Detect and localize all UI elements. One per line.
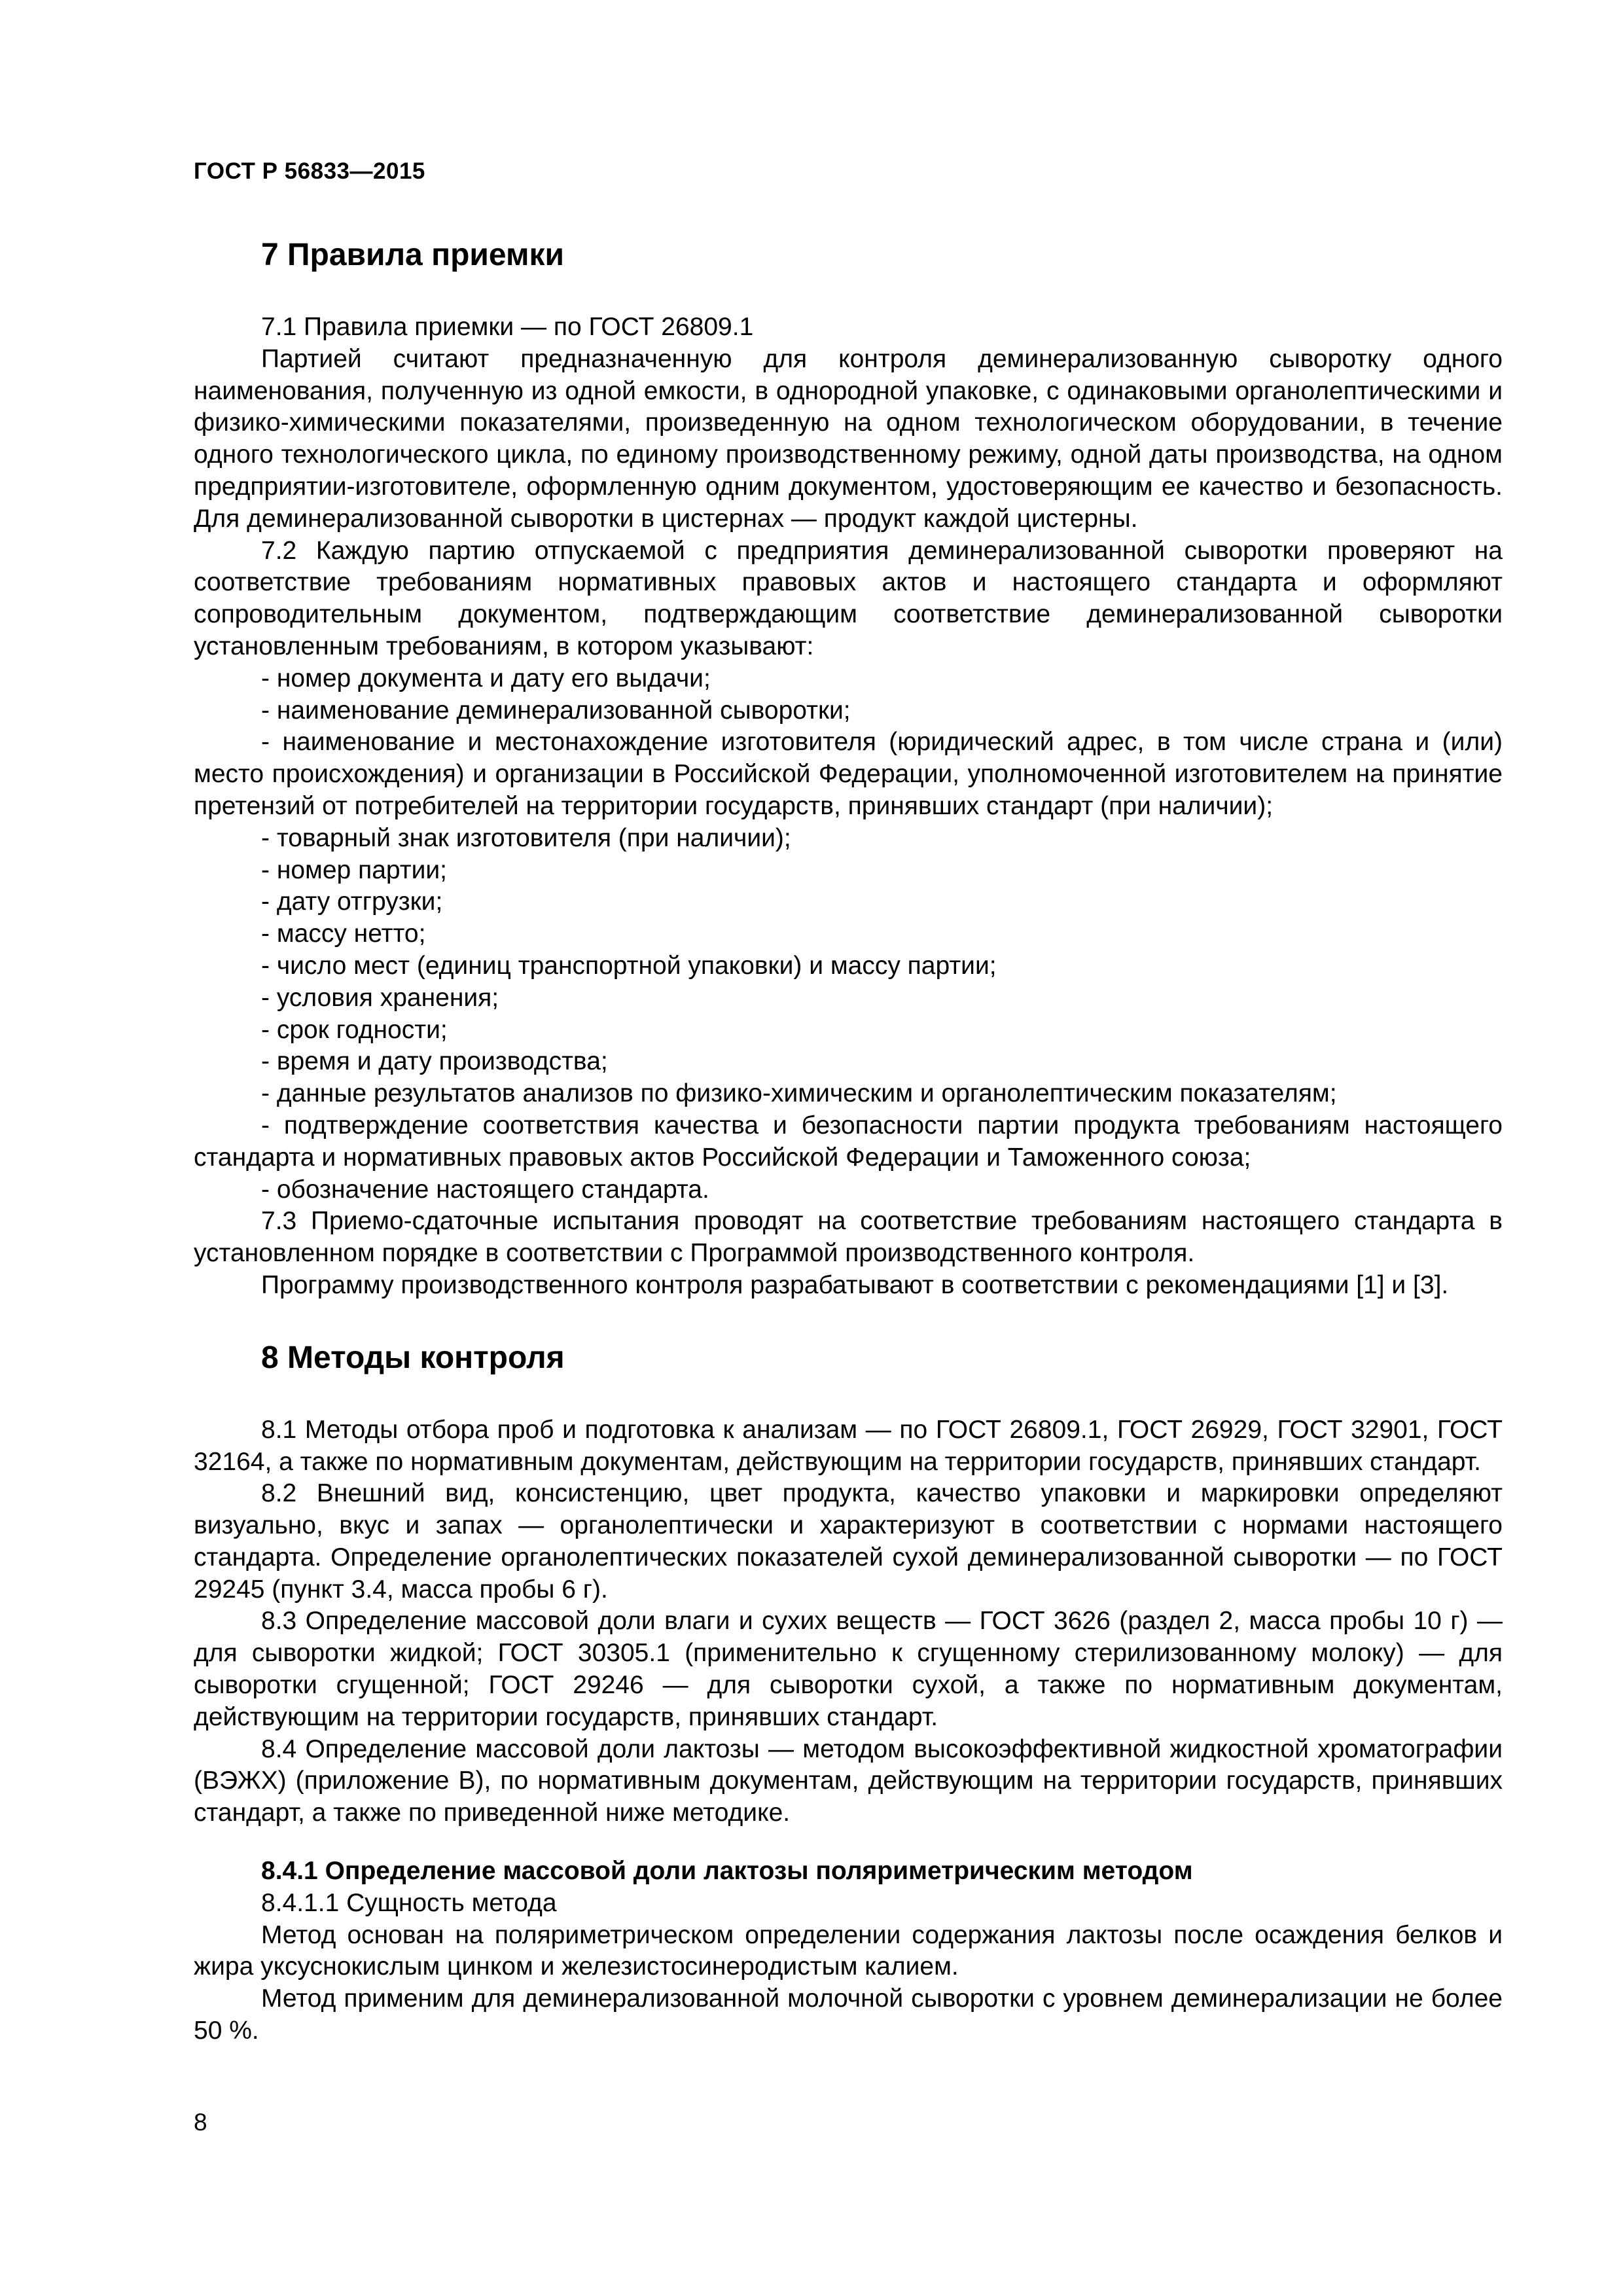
- paragraph-8-3: 8.3 Определение массовой доли влаги и сухих веществ — ГОСТ 3626 (раздел 2, масса пробы 10 г) — для сыворотки жидкой; ГОСТ 30305.1 (применительно к сгущенному стерилизованному молоку) — для сыворотки сгущенной; ГОСТ 29246 — для сыворотки сухой, а также по нормативным документам, действующим на территории государств, принявших стандарт.: [194, 1607, 1503, 1731]
- paragraph-8-2: 8.2 Внешний вид, консистенцию, цвет продукта, качество упаковки и маркировки определяют визуально, вкус и запах — органолептически и характеризуют в соответствии с нормами настоящего стандарта. Определение органолептических показателей сухой деминерализованной сыворотки — по ГОСТ 29245 (пункт 3.4, масса пробы 6 г).: [194, 1479, 1503, 1604]
- paragraph-7-3: 7.3 Приемо-сдаточные испытания проводят на соответствие требованиям настоящего стандарта в установленном порядке в соответствии с Программой производственного контроля.: [194, 1207, 1503, 1268]
- section-8-title: 8 Методы контроля: [261, 1340, 565, 1375]
- paragraph-7-1: 7.1 Правила приемки — по ГОСТ 26809.1: [261, 313, 754, 341]
- paragraph-8-4: 8.4 Определение массовой доли лактозы — методом высокоэффективной жидкостной хроматографии (ВЭЖХ) (приложение В), по нормативным документам, действующим на территории государств, принявших стандарт, а также по приведенной ниже методике.: [194, 1734, 1503, 1827]
- list-item: - обозначение настоящего стандарта.: [261, 1175, 709, 1204]
- list-item: - время и дату производства;: [261, 1047, 608, 1076]
- list-item: - срок годности;: [261, 1015, 448, 1044]
- paragraph-7-2: 7.2 Каждую партию отпускаемой с предприятия деминерализованной сыворотки проверяют на соответствие требованиям нормативных правовых актов и настоящего стандарта и оформляют сопроводительным документом, подтверждающим соответствие деминерализованной сыворотки установленным требованиям, в котором указывают:: [194, 536, 1503, 660]
- list-item: - наименование деминерализованной сыворотки;: [261, 696, 851, 725]
- paragraph-7-1-batch-definition: Партией считают предназначенную для контроля деминерализованную сыворотку одного наименования, полученную из одной емкости, в однородной упаковке, с одинаковыми органолептическими и физико-химическими показателями, произведенную на одном технологическом оборудовании, в течение одного технологического цикла, по единому производственному режиму, одной даты производства, на одном предприятии-изготовителе, оформленную одним документом, удостоверяющим ее качество и безопасность. Для деминерализованной сыворотки в цистернах — продукт каждой цистерны.: [194, 344, 1503, 533]
- list-item: - дату отгрузки;: [261, 888, 443, 916]
- list-item: - условия хранения;: [261, 983, 499, 1012]
- list-item: - номер партии;: [261, 855, 447, 884]
- subsection-8-4-1-title: 8.4.1 Определение массовой доли лактозы поляриметрическим методом: [261, 1857, 1193, 1886]
- page-number: 8: [194, 2109, 207, 2136]
- list-item: - число мест (единиц транспортной упаковки) и массу партии;: [261, 951, 997, 980]
- list-item: - наименование и местонахождение изготовителя (юридический адрес, в том числе страна и (или) место происхождения) и организации в Российской Федерации, уполномоченной изготовителем на принятие претензий от потребителей на территории государств, принявших стандарт (при наличии);: [194, 728, 1503, 820]
- list-item: - товарный знак изготовителя (при наличии);: [261, 823, 791, 852]
- paragraph-8-4-1-1: 8.4.1.1 Сущность метода: [261, 1888, 557, 1917]
- document-code-header: ГОСТ Р 56833—2015: [194, 158, 425, 184]
- list-item: - массу нетто;: [261, 920, 426, 948]
- list-item: - данные результатов анализов по физико-химическим и органолептическим показателям;: [261, 1079, 1337, 1108]
- paragraph-8-4-1-1-basis: Метод основан на поляриметрическом определении содержания лактозы после осаждения белков и жира уксуснокислым цинком и железистосинеродистым калием.: [194, 1920, 1503, 1981]
- list-item: - подтверждение соответствия качества и безопасности партии продукта требованиям настоящего стандарта и нормативных правовых актов Российской Федерации и Таможенного союза;: [194, 1111, 1503, 1172]
- section-7-title: 7 Правила приемки: [261, 238, 565, 272]
- list-item: - номер документа и дату его выдачи;: [261, 664, 711, 692]
- document-body: [194, 237, 1503, 2047]
- paragraph-8-4-1-1-scope: Метод применим для деминерализованной молочной сыворотки с уровнем деминерализации не более 50 %.: [194, 1984, 1503, 2045]
- accompanying-document-list: [194, 663, 1503, 1206]
- paragraph-8-1: 8.1 Методы отбора проб и подготовка к анализам — по ГОСТ 26809.1, ГОСТ 26929, ГОСТ 32901, ГОСТ 32164, а также по нормативным документам, действующим на территории государств, принявших стандарт.: [194, 1415, 1503, 1476]
- paragraph-7-3-program: Программу производственного контроля разрабатывают в соответствии с рекомендациями [1] и [3].: [261, 1270, 1449, 1299]
